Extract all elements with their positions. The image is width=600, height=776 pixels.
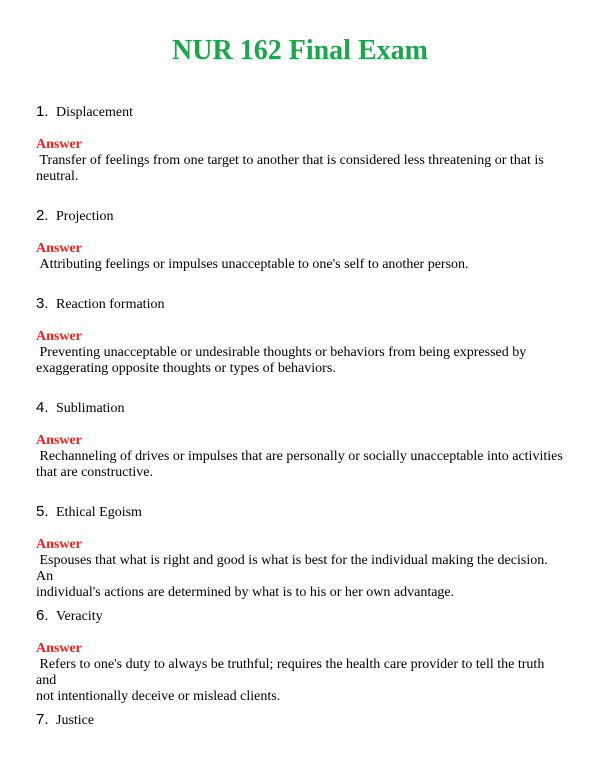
answer-text: Preventing unacceptable or undesirable thoughts or behaviors from being expressed by exaggerating opposite thoughts or types of behaviors. (36, 345, 527, 376)
question-number: 5. (36, 503, 49, 520)
answer-label: Answer (36, 433, 82, 448)
answer-text: Refers to one's duty to always be truthful; requires the health care provider to tell the truth and not intentionally deceive or mislead clients. (36, 657, 545, 704)
answer-label: Answer (36, 137, 82, 152)
answer-label: Answer (36, 329, 82, 344)
question-term: Veracity (56, 609, 103, 624)
question-term: Projection (56, 209, 114, 224)
question-item (36, 399, 566, 481)
answer-text: Attributing feelings or impulses unacceptable to one's self to another person. (36, 257, 469, 272)
question-number: 7. (36, 711, 49, 728)
question-term: Sublimation (56, 401, 125, 416)
answer-text: Espouses that what is right and good is what is best for the individual making the decision. An individual's actions are determined by what is to his or her own advantage. (36, 553, 548, 600)
answer-text: Rechanneling of drives or impulses that are personally or socially unacceptable into activities that are constructive. (36, 449, 563, 480)
question-term: Justice (56, 713, 95, 728)
question-item (36, 607, 566, 705)
answer-label: Answer (36, 537, 82, 552)
question-term: Reaction formation (56, 297, 165, 312)
question-number: 1. (36, 103, 49, 120)
question-row (36, 711, 566, 733)
question-term: Ethical Egoism (56, 505, 142, 520)
question-row (36, 399, 566, 421)
answer-label: Answer (36, 641, 82, 656)
question-row (36, 207, 566, 229)
question-row (36, 503, 566, 525)
question-number: 4. (36, 399, 49, 416)
question-term: Displacement (56, 105, 133, 120)
question-row (36, 607, 566, 629)
answer-label: Answer (36, 241, 82, 256)
question-number: 3. (36, 295, 49, 312)
question-item (36, 207, 566, 273)
question-item (36, 711, 566, 733)
question-item (36, 295, 566, 377)
question-row (36, 103, 566, 125)
page-title: NUR 162 Final Exam (172, 35, 428, 66)
question-number: 2. (36, 207, 49, 224)
question-number: 6. (36, 607, 49, 624)
answer-text: Transfer of feelings from one target to another that is considered less threatening or that is neutral. (36, 153, 544, 184)
question-item (36, 103, 566, 185)
question-row (36, 295, 566, 317)
question-item (36, 503, 566, 601)
